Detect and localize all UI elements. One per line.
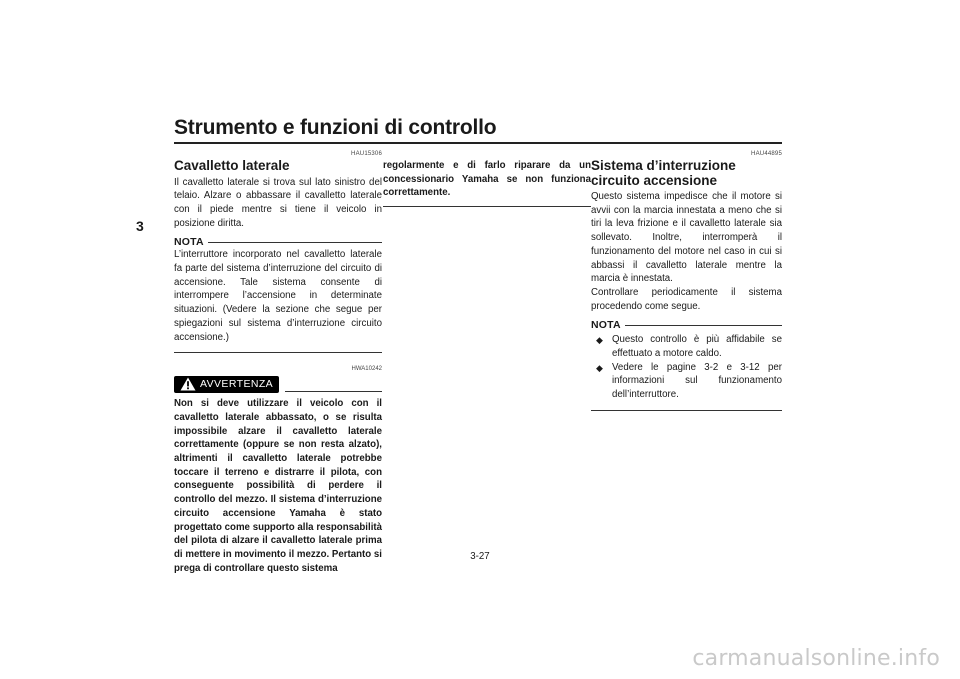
note-end-rule [174, 352, 382, 353]
note-label: NOTA [591, 318, 621, 331]
list-item [591, 361, 782, 402]
left-column [174, 150, 382, 575]
code-spacer [383, 150, 591, 159]
note-header [174, 235, 382, 248]
heading-ignition-cutoff: Sistema d’interruzione circuito accensione [591, 158, 736, 188]
note-header [591, 318, 782, 331]
warning-ref-code: HWA10242 [351, 366, 382, 373]
warning-badge [174, 376, 279, 393]
header-rule [174, 142, 782, 144]
note-end-rule [591, 410, 782, 411]
page-number: 3-27 [470, 551, 490, 562]
ref-code: HAU44895 [751, 151, 782, 157]
intro-paragraph-2: Controllare periodicamente il sistema procedendo come segue. [591, 286, 782, 312]
warning-label: AVVERTENZA [200, 378, 274, 391]
note-item-text: Questo controllo è più affidabile se effettuato a motore caldo. [612, 334, 782, 360]
note-rule [625, 325, 782, 326]
warning-rule [285, 391, 382, 392]
warning-text-continued: regolarmente e di farlo riparare da un concessionario Yamaha se non funziona correttamente. [383, 160, 591, 199]
warning-text: Non si deve utilizzare il veicolo con il cavalletto laterale abbassato, o se risulta impossibile alzare il cavalletto laterale correttamente (oppure se non resta alzato), altrimenti il cavalletto laterale potrebbe toccare il terreno e distrarre il pilota, con conseguente possibilità di perdere il controllo del mezzo. Il sistema d’interruzione circuito accensione Yamaha è stato progettato come supporto alla responsabilità del pilota di alzare il cavalletto laterale prima di mettere in movimento il mezzo. Pertanto si prega di controllare questo sistema [174, 398, 382, 574]
diamond-bullet-icon: ◆ [596, 362, 603, 373]
section-title: Strumento e funzioni di controllo [174, 116, 497, 139]
ref-code: HAU15306 [351, 151, 382, 157]
heading-side-stand: Cavalletto laterale [174, 158, 290, 173]
note-list [591, 333, 782, 402]
intro-paragraph: Questo sistema impedisce che il motore si avvii con la marcia innestata a meno che si tiri la leva frizione e il cavalletto laterale sia sollevato. Inoltre, interromperà il funzionamento del motore nel caso in cui si abbassi il cavalletto laterale mentre la marcia è innestata. [591, 191, 782, 285]
list-item [591, 333, 782, 360]
warning-block [174, 365, 382, 575]
right-column [591, 150, 782, 411]
note-item-text: Vedere le pagine 3-2 e 3-12 per informazioni sul funzionamento dell’interruttore. [612, 361, 782, 401]
watermark: carmanualsonline.info [692, 646, 940, 671]
intro-paragraph: Il cavalletto laterale si trova sul lato sinistro del telaio. Alzare o abbassare il cavalletto laterale con il piede mentre si tiene il veicolo in posizione diritta. [174, 176, 382, 229]
middle-column [383, 150, 591, 207]
warning-triangle-icon [180, 377, 196, 391]
note-text: L’interruttore incorporato nel cavalletto laterale fa parte del sistema d’interruzione del circuito di accensione. Tale sistema consente di interrompere l’accensione in determinate situazioni. (Vedere la sezione che segue per spiegazioni sul sistema d’interruzione circuito accensione.) [174, 249, 382, 343]
note-label: NOTA [174, 235, 204, 248]
diamond-bullet-icon: ◆ [596, 335, 603, 346]
warning-end-rule [383, 206, 591, 207]
note-rule [208, 242, 382, 243]
chapter-tab: 3 [136, 218, 144, 234]
warning-header [174, 375, 382, 393]
